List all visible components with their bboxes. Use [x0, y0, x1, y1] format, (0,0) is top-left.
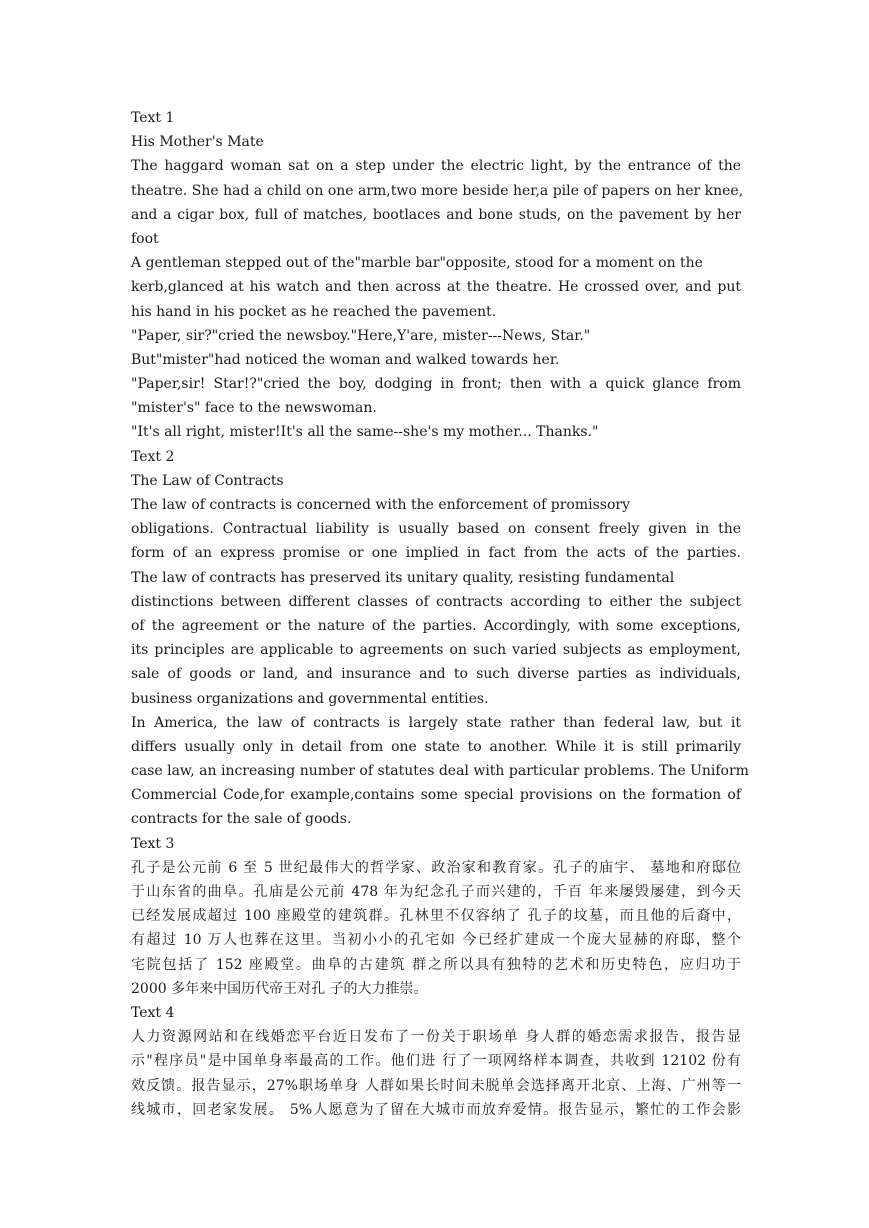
document-line: kerb,glanced at his watch and then across at the theatre. He crossed over, and put: [131, 279, 741, 296]
document-line: The law of contracts is concerned with the enforcement of promissory: [131, 497, 631, 513]
document-line: The Law of Contracts: [131, 472, 284, 489]
document-line: 效反馈。报告显示，27%职场单身 人群如果长时间未脱单会选择离开北京、上海、广州等一: [131, 1077, 741, 1094]
document-line: Commercial Code,for example,contains some special provisions on the formation of: [131, 787, 741, 804]
document-line: 人力资源网站和在线婚恋平台近日发布了一份关于职场单 身人群的婚恋需求报告，报告显: [131, 1029, 741, 1046]
document-line: 有超过 10 万人也葬在这里。当初小小的孔宅如 今已经扩建成一个庞大显赫的府邸，整个: [131, 932, 741, 949]
document-line: "It's all right, mister!It's all the same--she's my mother... Thanks.": [131, 424, 599, 441]
document-line: "Paper,sir! Star!?"cried the boy, dodging in front; then with a quick glance from: [131, 376, 741, 393]
document-line: sale of goods or land, and insurance and to such diverse parties as individuals,: [131, 666, 741, 683]
document-line: Text 3: [131, 835, 175, 852]
document-line: 宅院包括了 152 座殿堂。曲阜的古建筑 群之所以具有独特的艺术和历史特色，应归功于: [131, 956, 741, 973]
document-line: 线城市，回老家发展。 5%人愿意为了留在大城市而放弃爱情。报告显示，繁忙的工作会影: [131, 1101, 741, 1118]
document-line: case law, an increasing number of statutes deal with particular problems. The Uniform: [131, 763, 749, 780]
document-line: Text 2: [131, 448, 175, 465]
document-line: his hand in his pocket as he reached the pavement.: [131, 303, 497, 320]
document-line: "mister's" face to the newswoman.: [131, 400, 377, 417]
document-line: 于山东省的曲阜。孔庙是公元前 478 年为纪念孔子而兴建的，千百 年来屡毁屡建，到今天: [131, 884, 741, 900]
document-line: His Mother's Mate: [131, 134, 264, 151]
document-line: Text 1: [131, 110, 175, 126]
document-line: form of an express promise or one implied in fact from the acts of the parties.: [131, 545, 741, 562]
document-line: The haggard woman sat on a step under the electric light, by the entrance of the: [131, 158, 741, 175]
document-body: [131, 106, 749, 1122]
document-line: its principles are applicable to agreements on such varied subjects as employment,: [131, 642, 741, 659]
document-line: of the agreement or the nature of the parties. Accordingly, with some exceptions,: [131, 617, 741, 634]
document-line: 孔子是公元前 6 至 5 世纪最伟大的哲学家、政治家和教育家。孔子的庙宇、 墓地和府邸位: [131, 859, 741, 876]
document-line: 2000 多年来中国历代帝王对孔 子的大力推崇。: [131, 980, 428, 997]
document-line: obligations. Contractual liability is usually based on consent freely given in the: [131, 521, 741, 538]
document-line: But"mister"had noticed the woman and walked towards her.: [131, 351, 560, 368]
document-line: 示"程序员"是中国单身率最高的工作。他们进 行了一项网络样本调查，共收到 12102 份有: [131, 1053, 741, 1070]
document-line: and a cigar box, full of matches, bootlaces and bone studs, on the pavement by her: [131, 206, 741, 223]
document-line: A gentleman stepped out of the"marble bar"opposite, stood for a moment on the: [131, 255, 703, 272]
document-line: differs usually only in detail from one state to another. While it is still primarily: [131, 738, 741, 755]
document-line: contracts for the sale of goods.: [131, 811, 352, 828]
document-line: distinctions between different classes of contracts according to either the subject: [131, 593, 741, 610]
document-line: 已经发展成超过 100 座殿堂的建筑群。孔林里不仅容纳了 孔子的坟墓，而且他的后裔中，: [131, 908, 741, 925]
document-line: theatre. She had a child on one arm,two more beside her,a pile of papers on her knee,: [131, 182, 744, 199]
document-line: "Paper, sir?"cried the newsboy."Here,Y'are, mister---News, Star.": [131, 327, 591, 344]
document-line: In America, the law of contracts is largely state rather than federal law, but it: [131, 714, 741, 731]
document-line: The law of contracts has preserved its unitary quality, resisting fundamental: [131, 569, 675, 586]
document-line: Text 4: [131, 1004, 175, 1021]
document-line: foot: [131, 230, 159, 247]
document-line: business organizations and governmental entities.: [131, 690, 489, 707]
